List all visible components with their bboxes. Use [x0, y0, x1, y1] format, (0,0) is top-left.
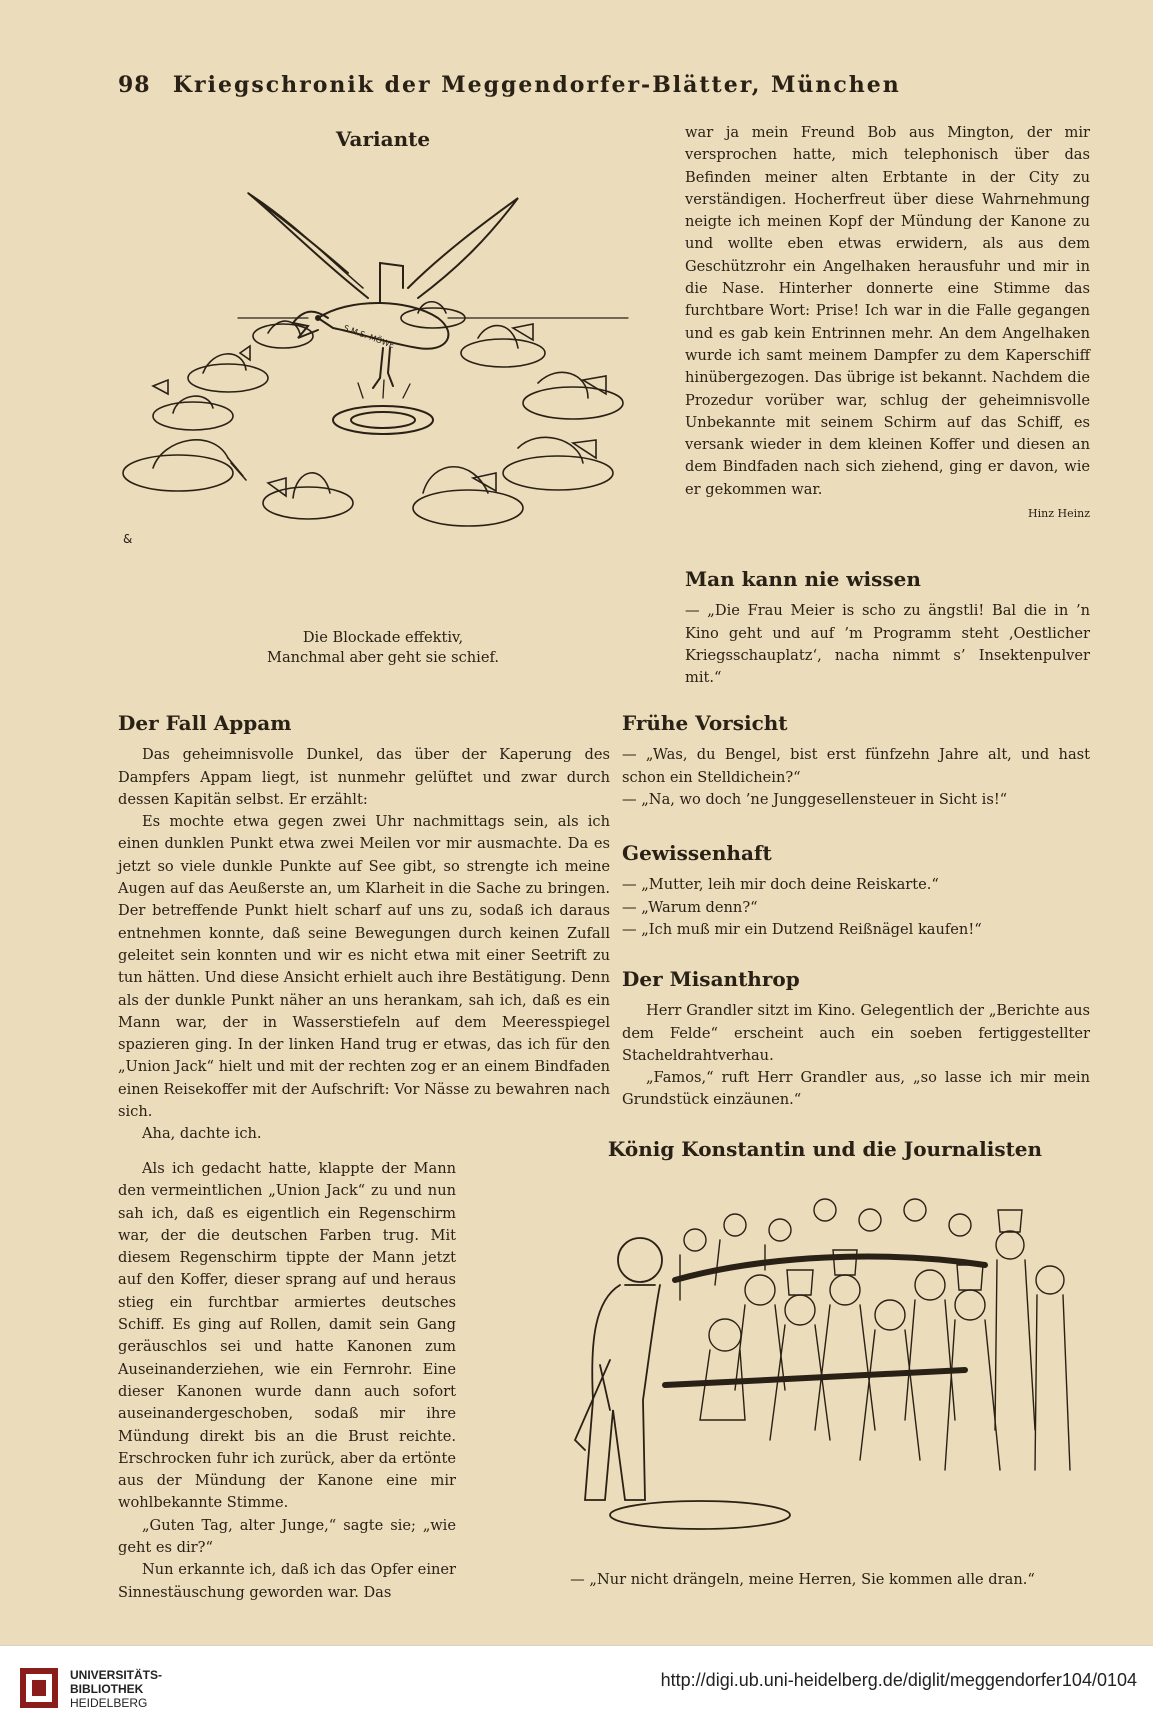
fall-appam-section [118, 712, 610, 1146]
fall-appam-continued [118, 1158, 456, 1604]
variante-caption-line-2: Manchmal aber geht sie schief. [267, 649, 499, 666]
variante-section [118, 128, 648, 160]
variante-caption [118, 628, 648, 668]
continuation-text: war ja mein Freund Bob aus Mington, der mir versprochen hatte, mich telephonisch über das Befinden meiner alten Erbtante in der City zu verständigen. Hocherfreut über diese Wahrnehmung neigte ich meinen Kopf der Mündung der Kanone zu und wollte eben etwas erwidern, als aus dem Geschützrohr ein Angelhaken herausfuhr und mir in die Nase. Hinterher donnerte eine Stimme das furchtbare Wort: Prise! Ich war in die Falle gegangen und es gab kein Entrinnen mehr. An dem Angelhaken wurde ich samt meinem Dampfer zu dem Kaperschiff hinübergezogen. Das übrige ist bekannt. Nachdem die Prozedur vorüber war, schlug der geheimnisvolle Unbekannte mit seinem Schirm auf das Schiff, es versank wieder in dem kleinen Koffer und diesen an dem Bindfaden nach sich ziehend, ging er davon, wie er gekommen war. [685, 124, 1090, 498]
misanthrop-paragraph-1: Herr Grandler sitzt im Kino. Gelegentlich der „Berichte aus dem Felde“ erscheint auch ein soeben fertiggestellter Stacheldrahtverhau. [622, 1002, 1090, 1064]
misanthrop-section [622, 968, 1090, 1112]
author-signature: Hinz Heinz [1028, 507, 1090, 521]
man-kann-text: — „Die Frau Meier is scho zu ängstli! Bal die in ’n Kino geht und auf ’m Programm steht ‚Oestlicher Kriegsschauplatz‘, nacha nimmt s’ Insektenpulver mit.“ [685, 602, 1090, 687]
running-header [118, 72, 923, 98]
gewissenhaft-line-2: — „Warum denn?“ [622, 898, 758, 916]
gewissenhaft-heading: Gewissenhaft [622, 841, 772, 865]
artist-mark: & [123, 532, 133, 546]
fall-appam-paragraph-4: Als ich gedacht hatte, klappte der Mann den vermeintlichen „Union Jack“ zu und nun sah ich, daß es eigentlich ein Regenschirm war, der die deutschen Farben trug. Mit diesem Regenschirm tippte der Mann jetzt auf den Koffer, dieser sprang auf und heraus stieg ein furchtbar armiertes deutsches Schiff. Es ging auf Rollen, damit sein Gang geräuschlos sei und hatte Kanonen zum Auseinanderziehen, wie ein Fernrohr. Eine dieser Kanonen wurde dann auch sofort auseinandergeschoben, sodaß mir ihre Mündung direkt bis an die Brust reichte. Erschrocken fuhr ich zurück, aber da ertönte aus der Mündung der Kanone eine mir wohlbekannte Stimme. [118, 1160, 456, 1512]
library-footer [0, 1645, 1153, 1731]
fall-appam-heading: Der Fall Appam [118, 711, 292, 735]
koenig-heading: König Konstantin und die Journalisten [607, 1137, 1043, 1161]
continuation-column [685, 122, 1090, 525]
fall-appam-paragraph-6: Nun erkannte ich, daß ich das Opfer einer Sinnestäuschung geworden war. Das [118, 1561, 456, 1601]
library-name [70, 1668, 162, 1710]
fruehe-vorsicht-line-1: — „Was, du Bengel, bist erst fünfzehn Jahre alt, und hast schon ein Stelldichein?“ [622, 746, 1090, 786]
library-name-line-1: UNIVERSITÄTS- [70, 1668, 163, 1682]
gewissenhaft-section [622, 842, 1090, 941]
publication-title: Kriegschronik der Meggendorfer-Blätter, München [172, 72, 901, 98]
koenig-caption: — „Nur nicht drängeln, meine Herren, Sie kommen alle dran.“ [570, 1571, 1035, 1588]
fall-appam-paragraph-1: Das geheimnisvolle Dunkel, das über der Kaperung des Dampfers Appam liegt, ist nunmehr gelüftet und zwar durch dessen Kapitän selbst. Er erzählt: [118, 746, 610, 808]
koenig-cartoon [515, 1170, 1090, 1565]
misanthrop-heading: Der Misanthrop [622, 967, 800, 991]
library-name-line-2: BIBLIOTHEK [70, 1682, 144, 1696]
fall-appam-paragraph-3: Aha, dachte ich. [142, 1125, 262, 1143]
fruehe-vorsicht-heading: Frühe Vorsicht [622, 711, 788, 735]
page-number: 98 [118, 72, 151, 98]
library-name-line-3: HEIDELBERG [70, 1696, 148, 1710]
permalink-url[interactable]: http://digi.ub.uni-heidelberg.de/diglit/meggendorfer104/0104 [660, 1670, 1137, 1690]
koenig-section [560, 1138, 1090, 1170]
gewissenhaft-line-3: — „Ich muß mir ein Dutzend Reißnägel kaufen!“ [622, 920, 982, 938]
fall-appam-paragraph-2: Es mochte etwa gegen zwei Uhr nachmittags sein, als ich einen dunklen Punkt etwa zwei Meilen vor mir ausmachte. Da es jetzt so viele dunkle Punkte auf See gibt, so strengte ich meine Augen auf das Aeußerste an, um Klarheit in die Sache zu bringen. Der betreffende Punkt hielt scharf auf uns zu, sodaß ich daraus entnehmen konnte, daß seine Bewegungen durch keinen Zufall geleitet sein konnten und wir es nicht etwa mit einer Seetrift zu tun hätten. Und diese Ansicht erhielt auch ihre Bestätigung. Denn als der dunkle Punkt näher an uns herankam, sah ich, daß es ein Mann war, der in Wasserstiefeln auf dem Meeresspiegel spazieren ging. In der linken Hand trug er etwas, das ich für den „Union Jack“ hielt und mit der rechten zog er an einem Bindfaden einen Reisekoffer mit der Aufschrift: Vor Nässe zu bewahren nach sich. [118, 813, 610, 1121]
man-kann-heading: Man kann nie wissen [685, 567, 921, 591]
fall-appam-paragraph-5: „Guten Tag, alter Junge,“ sagte sie; „wie geht es dir?“ [118, 1516, 456, 1557]
man-kann-section [685, 568, 1090, 689]
variante-caption-line-1: Die Blockade effektiv, [302, 629, 464, 646]
ship-name-label: S.M.S. MÖWE [342, 323, 396, 351]
fruehe-vorsicht-section [622, 712, 1090, 811]
misanthrop-paragraph-2: „Famos,“ ruft Herr Grandler aus, „so lasse ich mir mein Grundstück einzäunen.“ [622, 1069, 1090, 1109]
variante-heading: Variante [335, 127, 431, 151]
university-seal-icon [18, 1664, 60, 1712]
variante-cartoon [118, 158, 648, 626]
gewissenhaft-line-1: — „Mutter, leih mir doch deine Reiskarte.“ [622, 876, 939, 894]
fruehe-vorsicht-line-2: — „Na, wo doch ’ne Junggesellensteuer in Sicht is!“ [622, 790, 1008, 808]
